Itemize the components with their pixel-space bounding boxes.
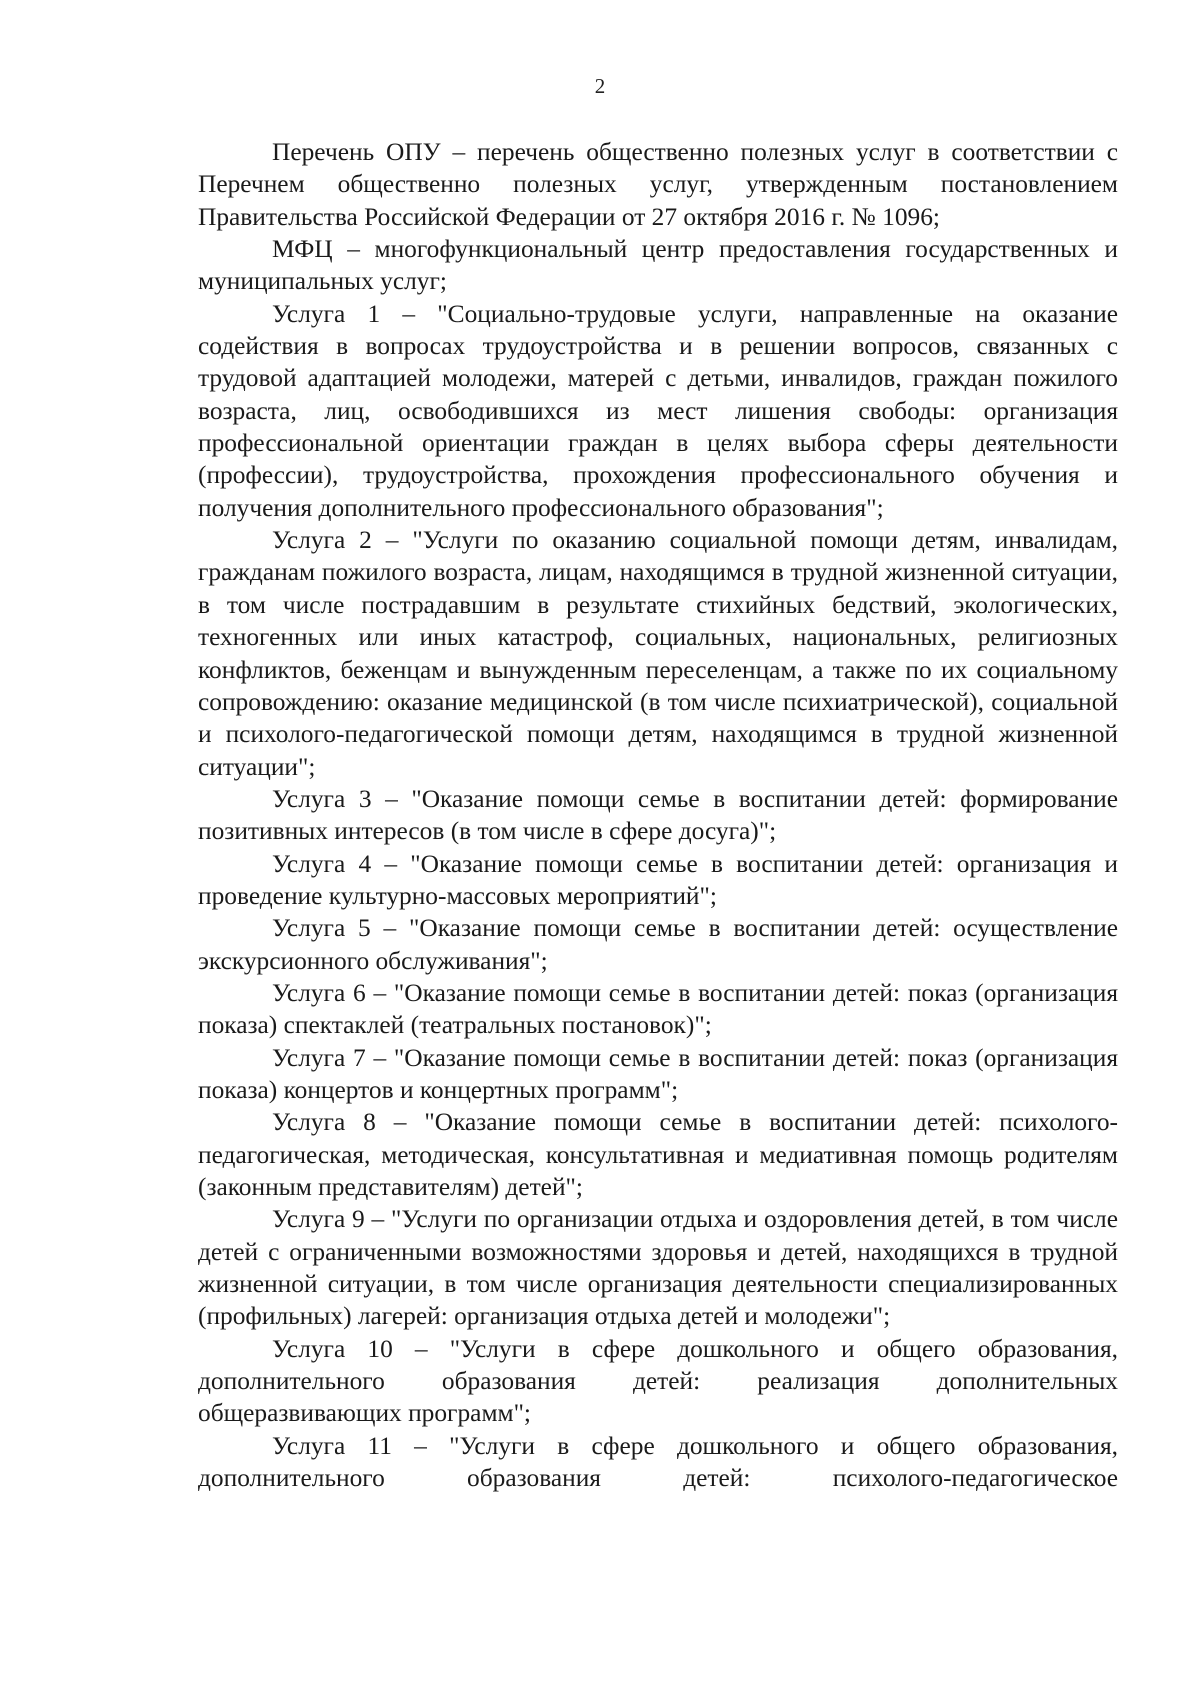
page-number: 2 (594, 74, 606, 98)
definition-paragraph-service-11: Услуга 11 – "Услуги в сфере дошкольного и общего образования, дополнительного образования детей: психолого-педагогическое (198, 1431, 1118, 1493)
definition-paragraph-mfc: МФЦ – многофункциональный центр предоставления государственных и муниципальных услуг; (198, 235, 1118, 296)
definition-paragraph-service-10: Услуга 10 – "Услуги в сфере дошкольного и общего образования, дополнительного образования детей: реализация дополнительных общеразвивающих программ"; (198, 1334, 1118, 1428)
definition-paragraph-service-2: Услуга 2 – "Услуги по оказанию социальной помощи детям, инвалидам, гражданам пожилого возраста, лицам, находящимся в трудной жизненной ситуации, в том числе пострадавшим в результате стихийных бедствий, экологических, техногенных или иных катастроф, социальных, национальных, религиозных конфликтов, беженцам и вынужденным переселенцам, а также по их социальному сопровождению: оказание медицинской (в том числе психиатрической), социальной и психолого-педагогической помощи детям, находящимся в трудной жизненной ситуации"; (198, 526, 1118, 781)
definition-paragraph-service-8: Услуга 8 – "Оказание помощи семье в воспитании детей: психолого-педагогическая, методическая, консультативная и медиативная помощь родителям (законным представителям) детей"; (198, 1108, 1118, 1201)
definition-paragraph-service-9: Услуга 9 – "Услуги по организации отдыха и оздоровления детей, в том числе детей с ограниченными возможностями здоровья и детей, находящихся в трудной жизненной ситуации, в том числе организация деятельности специализированных (профильных) лагерей: организация отдыха детей и молодежи"; (198, 1205, 1118, 1331)
document-body (198, 136, 1118, 1494)
definition-paragraph-service-3: Услуга 3 – "Оказание помощи семье в воспитании детей: формирование позитивных интересов (в том числе в сфере досуга)"; (198, 784, 1118, 846)
definition-paragraph-service-5: Услуга 5 – "Оказание помощи семье в воспитании детей: осуществление экскурсионного обслуживания"; (198, 914, 1118, 975)
definition-paragraph-service-4: Услуга 4 – "Оказание помощи семье в воспитании детей: организация и проведение культурно-массовых мероприятий"; (198, 849, 1118, 910)
definition-paragraph-opu: Перечень ОПУ – перечень общественно полезных услуг в соответствии с Перечнем общественно полезных услуг, утвержденным постановлением Правительства Российской Федерации от 27 октября 2016 г. № 1096; (198, 138, 1118, 231)
definition-paragraph-service-1: Услуга 1 – "Социально-трудовые услуги, направленные на оказание содействия в вопросах трудоустройства и в решении вопросов, связанных с трудовой адаптацией молодежи, матерей с детьми, инвалидов, граждан пожилого возраста, лиц, освободившихся из мест лишения свободы: организация профессиональной ориентации граждан в целях выбора сферы деятельности (профессии), трудоустройства, прохождения профессионального обучения и получения дополнительного профессионального образования"; (198, 299, 1118, 522)
definition-paragraph-service-6: Услуга 6 – "Оказание помощи семье в воспитании детей: показ (организация показа) спектаклей (театральных постановок)"; (198, 978, 1118, 1040)
definition-paragraph-service-7: Услуга 7 – "Оказание помощи семье в воспитании детей: показ (организация показа) концертов и концертных программ"; (198, 1043, 1118, 1104)
